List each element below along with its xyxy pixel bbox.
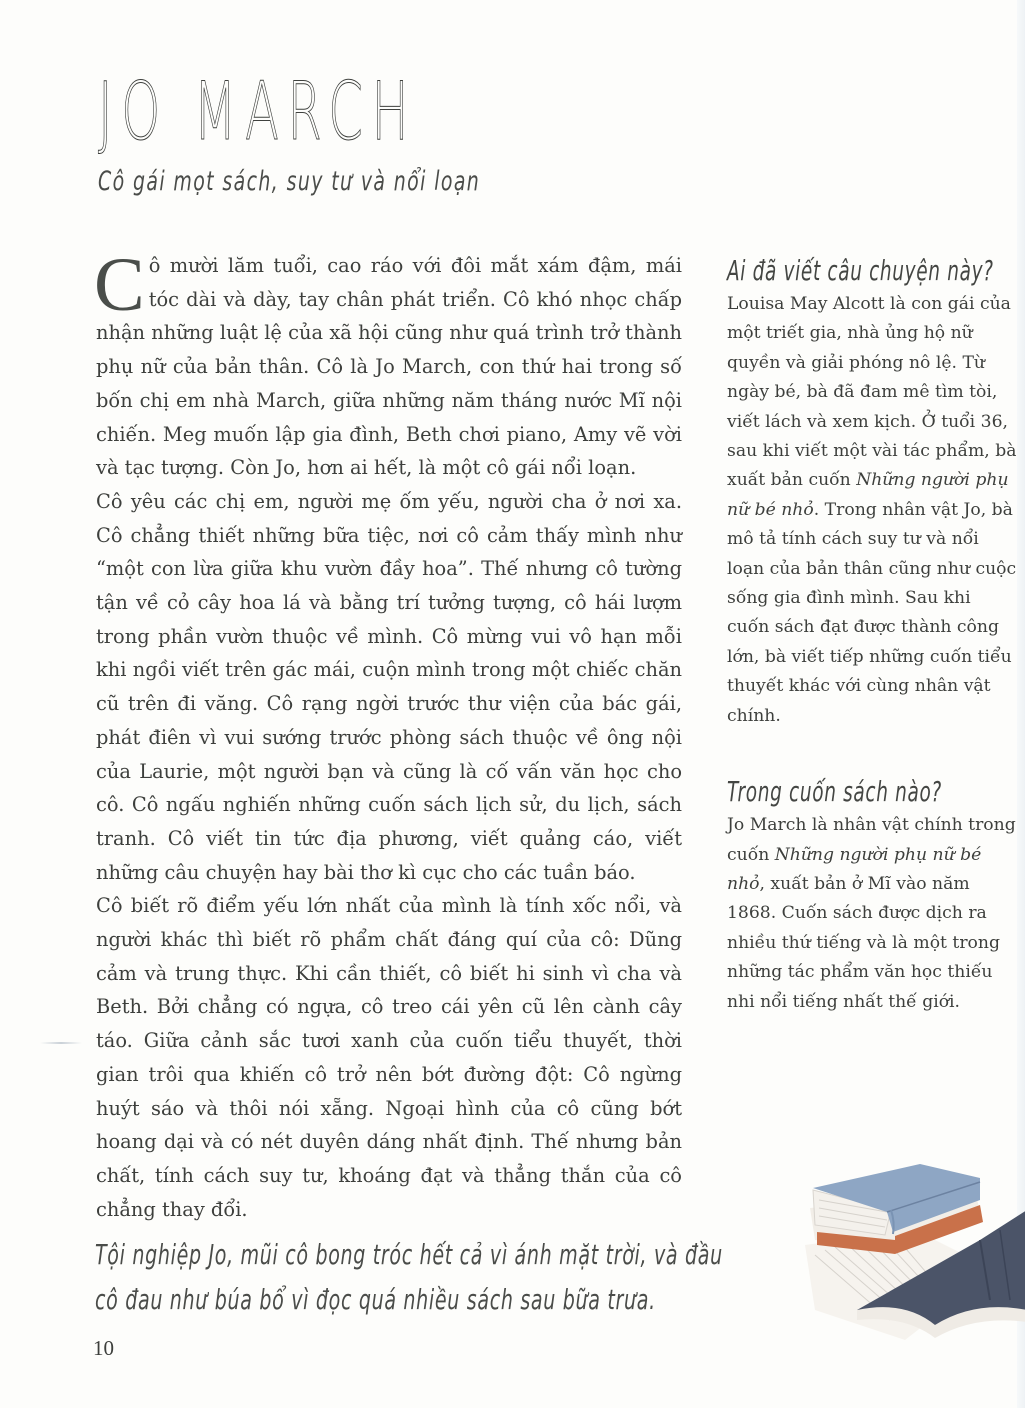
paragraph-1-text: ô mười lăm tuổi, cao ráo với đôi mắt xám đậm, mái tóc dài và dày, tay chân phát triển. Cô khó nhọc chấp nhận những luật lệ của xã hội cũng như quá trình trở thành phụ nữ của bản thân. Cô là Jo March, con thứ hai trong số bốn chị em nhà March, giữa những năm tháng nước Mĩ nội chiến. Meg muốn lập gia đình, Beth chơi piano, Amy vẽ vời và tạc tượng. Còn Jo, hơn ai hết, là một cô gái nổi loạn. <box>96 254 682 480</box>
sidebar <box>727 252 1017 1017</box>
sidebar-block-book <box>727 773 1017 1017</box>
author-text-start: Louisa May Alcott là con gái của một triết gia, nhà ủng hộ nữ quyền và giải phóng nô lệ. Từ ngày bé, bà đã đam mê tìm tòi, viết lách và xem kịch. Ở tuổi 36, sau khi viết một vài tác phẩm, bà xuất bản cuốn <box>727 294 1017 491</box>
pull-quote-line-2: cô đau như búa bổ vì đọc quá nhiều sách sau bữa trưa. <box>95 1283 656 1316</box>
drop-cap: C <box>94 243 145 327</box>
pull-quote-line-1: Tội nghiệp Jo, mũi cô bong tróc hết cả vì ánh mặt trời, và đầu <box>95 1238 723 1271</box>
main-text-column <box>94 243 682 1226</box>
paragraph-3: Cô biết rõ điểm yếu lớn nhất của mình là tính xốc nổi, và người khác thì biết rõ phẩm chất đáng quí của cô: Dũng cảm và trung thực. Khi cần thiết, cô biết hi sinh vì cha và Beth. Bởi chẳng có ngựa, cô treo cái yên cũ lên cành cây táo. Giữa cảnh sắc tươi xanh của cuốn tiểu thuyết, thời gian trôi qua khiến cô trở nên bớt đường đột: Cô ngừng huýt sáo và thôi nói xẵng. Ngoại hình của cô cũng bớt hoang dại và có nét duyên dáng nhất định. Thế nhưng bản chất, tính cách suy tư, khoáng đạt và thẳng thắn của cô chẳng thay đổi. <box>96 894 682 1221</box>
sidebar-text-book <box>727 811 1017 1017</box>
paragraph-2: Cô yêu các chị em, người mẹ ốm yếu, người cha ở nơi xa. Cô chẳng thiết những bữa tiệc, nơi cô cảm thấy mình như “một con lừa giữa khu vườn đầy hoa”. Thế nhưng cô tường tận về cỏ cây hoa lá và bằng trí tưởng tượng, cô hái lượm trong phần vườn thuộc về mình. Cô mừng vui vô hạn mỗi khi ngồi viết trên gác mái, cuộn mình trong một chiếc chăn cũ trên đi văng. Cô rạng ngời trước thư viện của bác gái, phát điên vì vui sướng trước phòng sách thuộc về ông nội của Laurie, một người bạn và cũng là cố vấn văn học cho cô. Cô ngấu nghiến những cuốn sách lịch sử, du lịch, sách tranh. Cô viết tin tức địa phương, viết quảng cáo, viết những câu chuyện hay bài thơ kì cục cho các tuần báo. <box>96 489 682 884</box>
book-text-end: , xuất bản ở Mĩ vào năm 1868. Cuốn sách được dịch ra nhiều thứ tiếng và là một trong những tác phẩm văn học thiếu nhi nổi tiếng nhất thế giới. <box>727 873 1000 1012</box>
books-illustration <box>795 1150 1025 1350</box>
book-title-italic: Những người phụ nữ bé nhỏ <box>727 844 982 894</box>
sidebar-text-author <box>727 290 1017 731</box>
sidebar-heading-author: Ai đã viết câu chuyện này? <box>727 254 994 287</box>
paragraph-1 <box>94 243 682 485</box>
page-subtitle: Cô gái mọt sách, suy tư và nổi loạn <box>98 166 481 197</box>
sidebar-heading-book: Trong cuốn sách nào? <box>727 775 942 809</box>
page-title: JO MARCH <box>98 65 418 158</box>
sidebar-block-author <box>727 252 1017 731</box>
pull-quote <box>95 1232 723 1322</box>
book-text-start: Jo March là nhân vật chính trong cuốn <box>727 815 1016 865</box>
decorative-stroke <box>40 1042 82 1044</box>
book-title-italic: Những người phụ nữ bé nhỏ <box>727 470 1009 520</box>
page-number: 10 <box>93 1336 114 1360</box>
books-icon <box>795 1150 1025 1350</box>
author-text-end: . Trong nhân vật Jo, bà mô tả tính cách suy tư và nổi loạn của bản thân cũng như cuộc sống gia đình mình. Sau khi cuốn sách đạt được thành công lớn, bà viết tiếp những cuốn tiểu thuyết khác với cùng nhân vật chính. <box>727 499 1017 726</box>
